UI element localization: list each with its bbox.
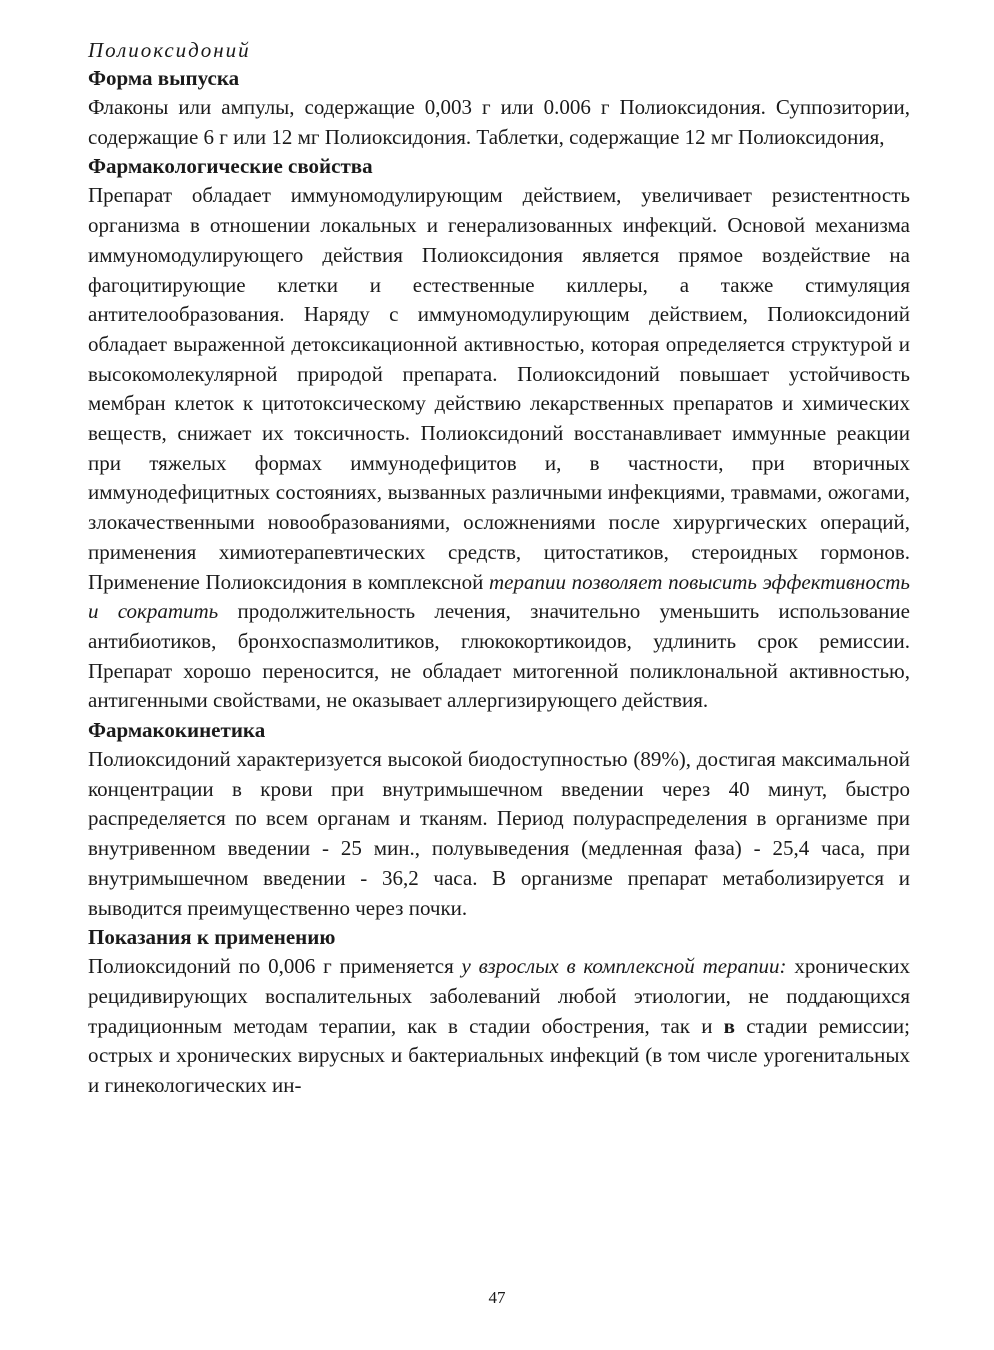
- page-number: 47: [488, 1288, 506, 1307]
- indications-text-part-1: Полиоксидоний по 0,006 г применяется: [88, 954, 462, 979]
- paragraph-form: Флаконы или ампулы, содержащие 0,003 г или 0.006 г Полиоксидония. Суппозитории, содержащие 6 г или 12 мг Полиоксидония. Таблетки, содержащие 12 мг Полиоксидония,: [88, 95, 910, 149]
- pharmacology-italic-text: терапии позволяет повысить эффективность и сократить: [88, 569, 910, 624]
- paragraph-pharmacokinetics: Полиоксидоний характеризуется высокой биодоступностью (89%), достигая максимальной концентрации в крови при внутримышечном введении через 40 минут, быстро распределяется по всем органам и тканям. Период полураспределения в организме при внутривенном введении - 25 мин., полувыведения (медленная фаза) - 25,4 часа, при внутримышечном введении - 36,2 часа. В организме препарат метаболизируется и выводится преимущественно через почки.: [88, 747, 910, 920]
- indications-bold-text: в: [723, 1013, 735, 1038]
- indications-text-part-2: хронических рецидивирующих воспалительных заболеваний любой этиологии, не поддающихся традиционным методам терапии, как в стадии обострения, так и: [88, 954, 910, 1038]
- indications-text-part-3: стадии ремиссии; острых и хронических вирусных и бактериальных инфекций (в том числе урогенитальных и гинекологических ин-: [88, 1013, 910, 1098]
- indications-italic-text: у взрослых в комплексной терапии:: [461, 954, 787, 979]
- heading-form: Форма выпуска: [88, 66, 240, 90]
- heading-pharmacology: Фармакологические свойства: [88, 154, 373, 179]
- paragraph-pharmacology: [88, 181, 910, 716]
- pharmacology-text-part-2: продолжительность лечения, значительно уменьшить использование антибиотиков, бронхоспазмолитиков, глюкокортикоидов, удлинить срок ремиссии. Препарат хорошо переносится, не обладает митогенной поликлональной активностью, антигенными свойствами, не оказывает аллергизирующего действия.: [88, 599, 910, 713]
- heading-pharmacokinetics: Фармакокинетика: [88, 718, 266, 743]
- heading-indications: Показания к применению: [88, 925, 336, 950]
- pharmacology-text-part-1: Препарат обладает иммуномодулирующим действием, увеличивает резистентность организма в отношении локальных и генерализованных инфекций. Основой механизма иммуномодулирующего действия Полиоксидония является прямое воздействие на фагоцитирующие клетки и естественные киллеры, а также стимуляция антителообразования. Наряду с иммуномодулирующим действием, Полиоксидоний обладает выраженной детоксикационной активностью, которая определяется структурой и высокомолекулярной природой препарата. Полиоксидоний повышает устойчивость мембран клеток к цитотоксическому действию лекарственных препаратов и химических веществ, снижает их токсичность. Полиоксидоний восстанавливает иммунные реакции при тяжелых формах иммунодефицитов и, в частности, при вторичных иммунодефицитных состояниях, вызванных различными инфекциями, травмами, ожогами, злокачественными новообразованиями, осложнениями после хирургических операций, применения химиотерапевтических средств, цитостатиков, стероидных гормонов. Применение Полиоксидония в комплексной: [88, 183, 910, 594]
- drug-title: Полиоксидоний: [88, 38, 251, 62]
- paragraph-indications: [88, 952, 910, 1101]
